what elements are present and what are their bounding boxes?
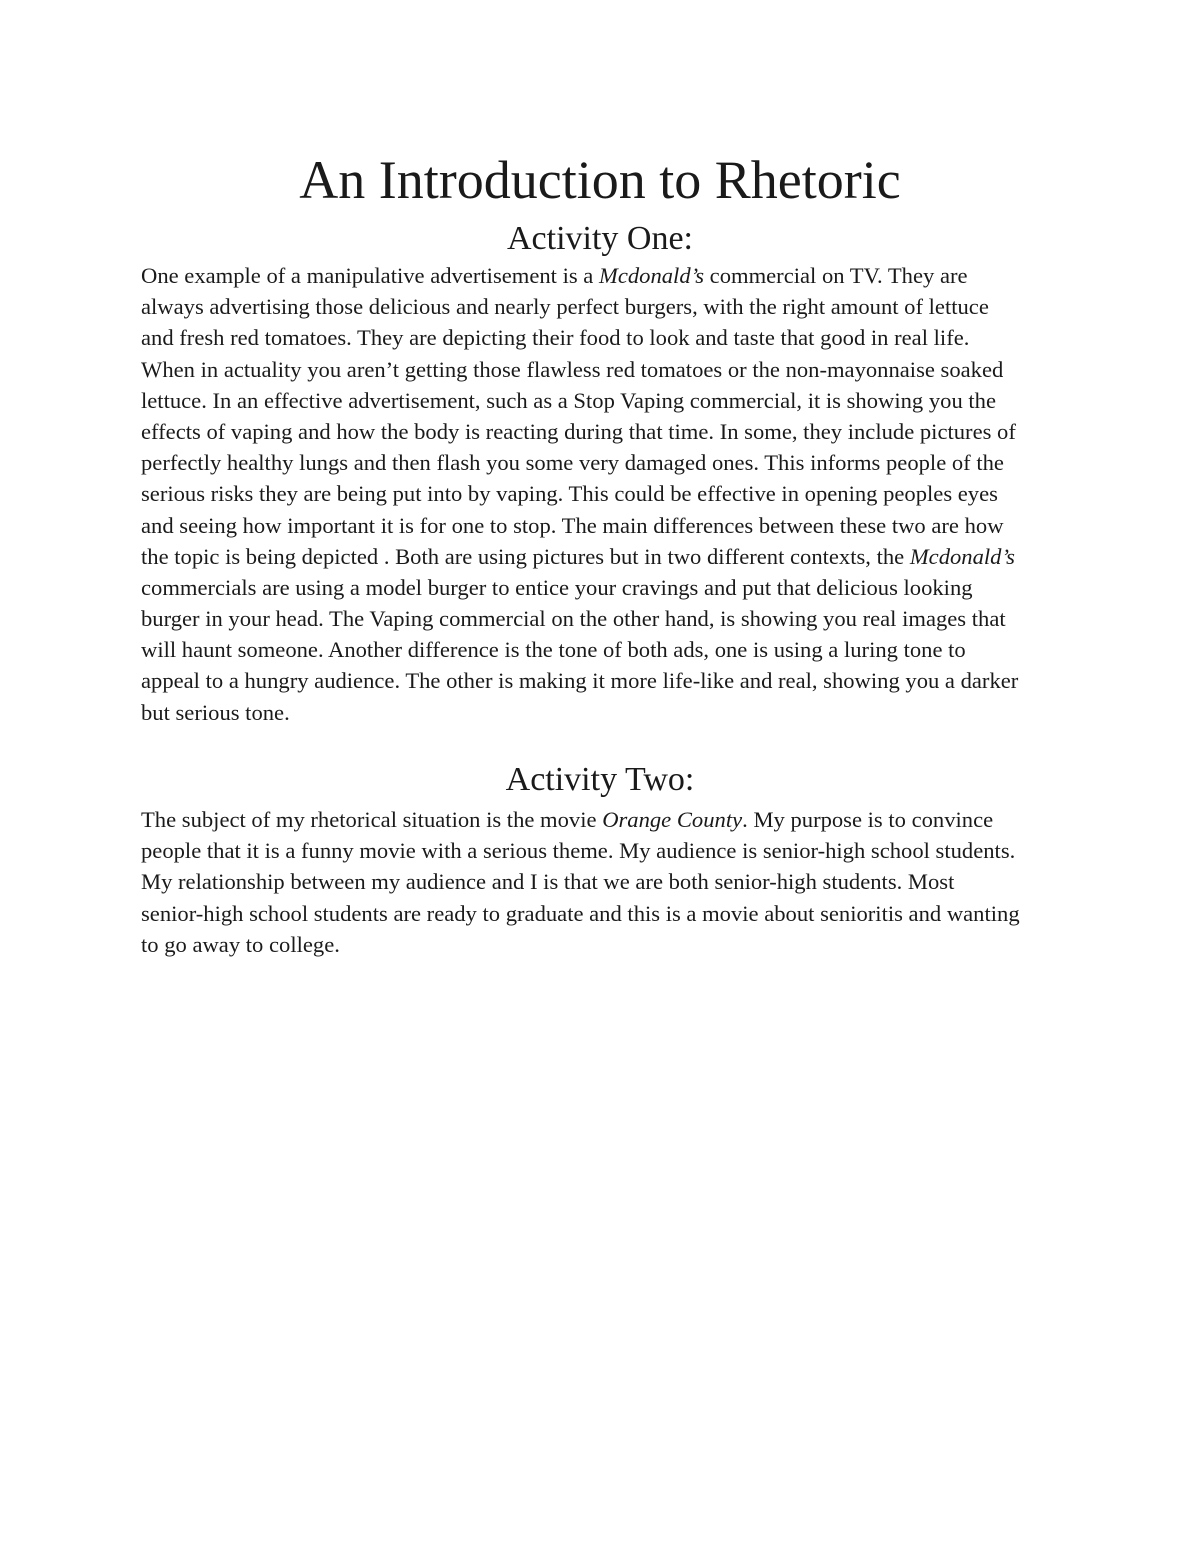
text-line bbox=[141, 665, 1066, 696]
text-run: commercials are using a model burger to entice your cravings and put that delicious looking bbox=[141, 574, 973, 600]
text-run: always advertising those delicious and nearly perfect burgers, with the right amount of lettuce bbox=[141, 294, 989, 320]
text-run: the topic is being depicted . Both are using pictures but in two different contexts, the bbox=[141, 543, 910, 569]
text-run: When in actuality you aren’t getting those flawless red tomatoes or the non-mayonnaise soaked bbox=[141, 356, 1004, 382]
text-line bbox=[141, 835, 1066, 866]
text-run: burger in your head. The Vaping commercial on the other hand, is showing you real images that bbox=[141, 606, 1006, 632]
text-line bbox=[141, 541, 1066, 572]
text-line bbox=[141, 260, 1066, 291]
activity-two-heading: Activity Two: bbox=[505, 761, 695, 798]
text-line bbox=[141, 478, 1066, 509]
text-line bbox=[141, 866, 1066, 897]
text-run: appeal to a hungry audience. The other is making it more life-like and real, showing you a darker bbox=[141, 668, 1019, 694]
text-run: One example of a manipulative advertisement is a bbox=[141, 263, 599, 288]
text-line bbox=[141, 929, 1066, 960]
text-line bbox=[141, 322, 1066, 353]
text-line bbox=[141, 447, 1066, 478]
text-line bbox=[141, 354, 1066, 385]
text-run: but serious tone. bbox=[141, 699, 290, 725]
italic-title: Mcdonald’s bbox=[909, 543, 1015, 569]
text-line bbox=[141, 416, 1066, 447]
text-run: lettuce. In an effective advertisement, such as a Stop Vaping commercial, it is showing you the bbox=[141, 387, 996, 413]
text-run: and fresh red tomatoes. They are depicting their food to look and taste that good in real life. bbox=[141, 325, 970, 351]
text-run: senior-high school students are ready to graduate and this is a movie about senioritis and wanting bbox=[141, 900, 1020, 926]
page-title: An Introduction to Rhetoric bbox=[299, 150, 901, 210]
text-run: will haunt someone. Another difference is the tone of both ads, one is using a luring tone to bbox=[141, 637, 966, 663]
text-line bbox=[141, 697, 1066, 728]
text-line bbox=[141, 572, 1066, 603]
italic-title: Mcdonald’s bbox=[599, 263, 705, 288]
text-run: people that it is a funny movie with a serious theme. My audience is senior-high school students. bbox=[141, 838, 1016, 864]
italic-title: Orange County bbox=[602, 807, 743, 832]
text-line bbox=[141, 385, 1066, 416]
activity-two-paragraph bbox=[141, 804, 1066, 960]
text-run: serious risks they are being put into by vaping. This could be effective in opening peoples eyes bbox=[141, 481, 998, 507]
activity-one-paragraph bbox=[141, 260, 1066, 728]
activity-one-heading: Activity One: bbox=[506, 220, 694, 257]
text-line bbox=[141, 510, 1066, 541]
text-run: and seeing how important it is for one to stop. The main differences between these two are how bbox=[141, 512, 1004, 538]
text-line bbox=[141, 291, 1066, 322]
text-run: My relationship between my audience and I is that we are both senior-high students. Most bbox=[141, 869, 955, 895]
text-line bbox=[141, 898, 1066, 929]
text-run: commercial on TV. They are bbox=[704, 263, 968, 288]
text-run: . My purpose is to convince bbox=[742, 807, 994, 832]
text-run: effects of vaping and how the body is reacting during that time. In some, they include pictures of bbox=[141, 418, 1016, 444]
text-run: perfectly healthy lungs and then flash you some very damaged ones. This informs people of the bbox=[141, 450, 1004, 476]
text-run: to go away to college. bbox=[141, 931, 340, 957]
text-line bbox=[141, 603, 1066, 634]
text-line bbox=[141, 634, 1066, 665]
text-line bbox=[141, 804, 1066, 835]
text-run: The subject of my rhetorical situation is the movie bbox=[141, 807, 603, 832]
